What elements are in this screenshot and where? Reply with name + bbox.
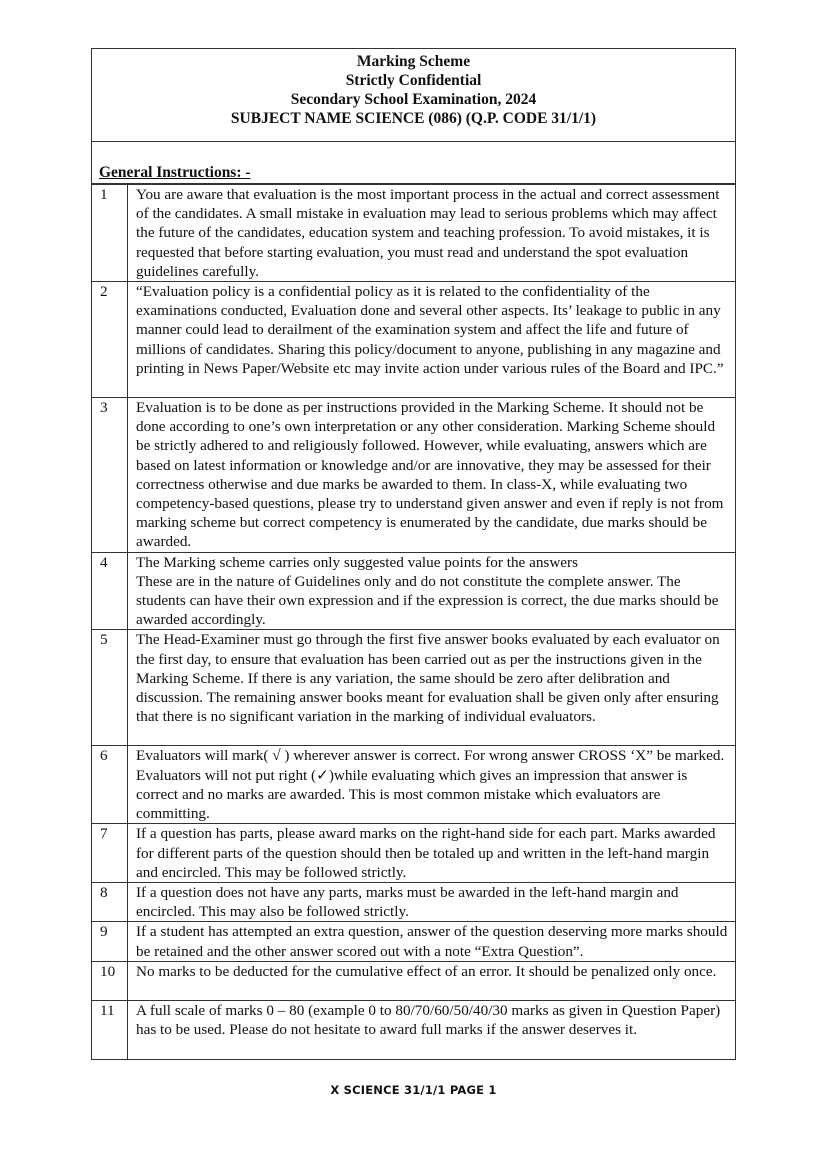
instruction-row xyxy=(92,185,736,282)
instruction-text: If a question has parts, please award marks on the right-hand side for each part. Marks awarded for different parts of the question should then be totaled up and written in the left-hand margin and encircled. This may be followed strictly. xyxy=(128,824,736,883)
instruction-text: The Head-Examiner must go through the first five answer books evaluated by each evaluator on the first day, to ensure that evaluation has been carried out as per the instructions given in the Marking Scheme. If there is any variation, the same should be zero after delibration and discussion. The remaining answer books meant for evaluation shall be given only after ensuring that there is no significant variation in the marking of individual evaluators. xyxy=(128,630,736,746)
instruction-number: 4 xyxy=(92,552,128,630)
instruction-row xyxy=(92,282,736,398)
instruction-text: If a question does not have any parts, marks must be awarded in the left-hand margin and encircled. This may also be followed strictly. xyxy=(128,883,736,922)
header-confidential: Strictly Confidential xyxy=(345,72,482,89)
instruction-text: The Marking scheme carries only suggested value points for the answers These are in the nature of Guidelines only and do not constitute the complete answer. The students can have their own expression and if the expression is correct, the due marks should be awarded accordingly. xyxy=(128,552,736,630)
instruction-number: 9 xyxy=(92,922,128,961)
header-subject: SUBJECT NAME SCIENCE (086) (Q.P. CODE 31/1/1) xyxy=(230,110,597,127)
instruction-row xyxy=(92,746,736,824)
instruction-text: You are aware that evaluation is the most important process in the actual and correct assessment of the candidates. A small mistake in evaluation may lead to serious problems which may affect the future of the candidates, education system and teaching profession. To avoid mistakes, it is requested that before starting evaluation, you must read and understand the spot evaluation guidelines carefully. xyxy=(128,185,736,282)
instruction-row xyxy=(92,961,736,1000)
page-footer: X SCIENCE 31/1/1 PAGE 1 xyxy=(330,1083,497,1097)
instructions-table xyxy=(91,184,736,1060)
instruction-text: Evaluators will mark( √ ) wherever answer is correct. For wrong answer CROSS ‘X” be marked. Evaluators will not put right (✓)while evaluating which gives an impression that answer is correct and no marks are awarded. This is most common mistake which evaluators are committing. xyxy=(128,746,736,824)
instruction-row xyxy=(92,824,736,883)
instruction-row xyxy=(92,1000,736,1059)
instruction-number: 8 xyxy=(92,883,128,922)
instruction-text: “Evaluation policy is a confidential policy as it is related to the confidentiality of the examinations conducted, Evaluation done and several other aspects. Its’ leakage to public in any manner could lead to derailment of the examination system and affect the life and future of millions of candidates. Sharing this policy/document to anyone, publishing in any magazine and printing in News Paper/Website etc may invite action under various rules of the Board and IPC.” xyxy=(128,282,736,398)
instruction-number: 11 xyxy=(92,1000,128,1059)
instruction-text: If a student has attempted an extra question, answer of the question deserving more marks should be retained and the other answer scored out with a note “Extra Question”. xyxy=(128,922,736,961)
general-instructions-heading-box xyxy=(91,142,736,184)
instruction-row xyxy=(92,398,736,553)
instruction-row xyxy=(92,883,736,922)
header-exam: Secondary School Examination, 2024 xyxy=(290,91,537,108)
instruction-text: Evaluation is to be done as per instructions provided in the Marking Scheme. It should not be done according to one’s own interpretation or any other consideration. Marking Scheme should be strictly adhered to and religiously followed. However, while evaluating, answers which are based on latest information or knowledge and/or are innovative, they may be assessed for their correctness otherwise and due marks be awarded to them. In class-X, while evaluating two competency-based questions, please try to understand given answer and even if reply is not from marking scheme but correct competency is enumerated by the candidate, due marks should be awarded. xyxy=(128,398,736,553)
instruction-row xyxy=(92,552,736,630)
instruction-number: 10 xyxy=(92,961,128,1000)
header-title: Marking Scheme xyxy=(356,53,471,70)
instruction-text: No marks to be deducted for the cumulative effect of an error. It should be penalized only once. xyxy=(128,961,736,1000)
header-box xyxy=(91,48,736,142)
instruction-number: 1 xyxy=(92,185,128,282)
general-instructions-title: General Instructions: - xyxy=(99,164,251,181)
instruction-number: 3 xyxy=(92,398,128,553)
instruction-row xyxy=(92,630,736,746)
instruction-number: 7 xyxy=(92,824,128,883)
marking-scheme-sheet xyxy=(91,48,736,1060)
instruction-number: 6 xyxy=(92,746,128,824)
instruction-row xyxy=(92,922,736,961)
instruction-number: 2 xyxy=(92,282,128,398)
instruction-text: A full scale of marks 0 – 80 (example 0 to 80/70/60/50/40/30 marks as given in Question Paper) has to be used. Please do not hesitate to award full marks if the answer deserves it. xyxy=(128,1000,736,1059)
instruction-number: 5 xyxy=(92,630,128,746)
